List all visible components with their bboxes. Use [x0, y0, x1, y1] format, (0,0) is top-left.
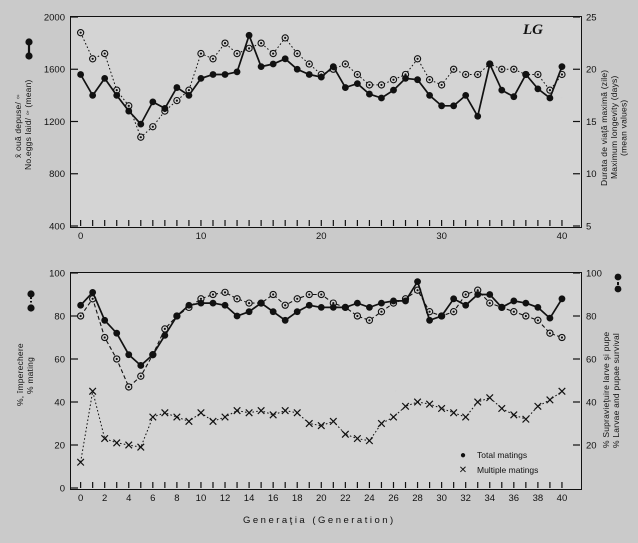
svg-text:100: 100 [49, 268, 65, 280]
svg-text:400: 400 [49, 221, 65, 233]
bottom-left-axis-line1: %, împerechere [15, 343, 25, 407]
svg-text:800: 800 [49, 169, 65, 181]
top-right-axis-line2: Maximum longevity (days) [608, 75, 619, 180]
svg-text:30: 30 [436, 493, 447, 504]
bottom-right-axis-line1: % Supravieţuire larve şi pupe [601, 331, 611, 449]
x-axis-title: Generaţia (Generation) [243, 515, 396, 526]
svg-text:40: 40 [556, 493, 568, 504]
svg-text:15: 15 [586, 116, 597, 128]
svg-text:60: 60 [586, 354, 597, 366]
svg-text:25: 25 [586, 12, 597, 24]
top-left-axis-line2: No.eggs laid/♀(mean) [22, 79, 33, 171]
bottom-right-series-key [604, 272, 630, 294]
top-right-axis-line3: (mean values) [618, 99, 629, 156]
svg-text:1600: 1600 [43, 64, 65, 76]
svg-text:26: 26 [388, 493, 399, 504]
svg-text:0: 0 [77, 231, 84, 242]
legend-label-multiple-matings: Multiple matings [477, 465, 539, 475]
svg-text:24: 24 [364, 493, 375, 504]
top-plot-box [43, 12, 597, 242]
bottom-right-axis-line2: % Larvae and pupae survival [610, 332, 621, 448]
svg-text:6: 6 [150, 493, 156, 504]
svg-text:40: 40 [556, 231, 568, 242]
legend-label-total-matings: Total matings [477, 450, 528, 460]
svg-text:36: 36 [508, 493, 520, 504]
bottom-left-series-key [14, 288, 48, 314]
bottom-left-axis-line2: % mating [24, 356, 35, 394]
svg-text:0: 0 [59, 483, 65, 495]
top-plot-svg [43, 12, 597, 242]
svg-text:16: 16 [267, 493, 279, 504]
svg-text:30: 30 [436, 231, 447, 242]
svg-text:40: 40 [54, 397, 65, 409]
svg-text:32: 32 [460, 493, 471, 504]
svg-text:20: 20 [315, 493, 327, 504]
svg-text:14: 14 [243, 493, 255, 504]
svg-text:34: 34 [484, 493, 496, 504]
svg-text:0: 0 [77, 493, 84, 504]
svg-text:12: 12 [219, 493, 231, 504]
svg-text:40: 40 [586, 397, 597, 409]
bottom-legend [455, 448, 538, 478]
top-left-series-key [12, 36, 46, 62]
svg-text:28: 28 [412, 493, 423, 504]
svg-text:20: 20 [315, 231, 327, 242]
svg-text:8: 8 [174, 493, 180, 504]
svg-text:2000: 2000 [43, 12, 65, 24]
svg-text:1200: 1200 [43, 116, 65, 128]
svg-text:22: 22 [340, 493, 351, 504]
bottom-left-axis-title [16, 310, 42, 440]
cross-icon: ✕ [458, 465, 468, 476]
filled-circle-icon: ● [459, 450, 467, 461]
svg-text:2: 2 [102, 493, 108, 504]
svg-text:80: 80 [54, 311, 65, 323]
svg-text:10: 10 [195, 231, 207, 242]
legend-item-multiple-matings [455, 463, 538, 478]
svg-text:5: 5 [586, 221, 592, 233]
top-right-axis-line1: Durata de viaţă maximă (zile) [599, 69, 609, 186]
svg-text:60: 60 [54, 354, 65, 366]
svg-text:80: 80 [586, 311, 597, 323]
svg-text:100: 100 [586, 268, 602, 280]
legend-item-total-matings [455, 448, 538, 463]
top-left-axis-title [14, 60, 40, 190]
bottom-right-axis-title [602, 300, 630, 480]
svg-text:20: 20 [54, 440, 65, 452]
svg-text:18: 18 [291, 493, 303, 504]
svg-text:20: 20 [586, 64, 597, 76]
corner-label: LG [523, 22, 543, 38]
top-left-axis-line1: x̄ ouă depuse/♀ [13, 91, 23, 159]
svg-text:10: 10 [586, 169, 597, 181]
svg-text:10: 10 [195, 493, 207, 504]
svg-text:38: 38 [532, 493, 544, 504]
svg-text:20: 20 [586, 440, 597, 452]
svg-text:4: 4 [126, 493, 132, 504]
top-right-axis-title [600, 40, 634, 215]
